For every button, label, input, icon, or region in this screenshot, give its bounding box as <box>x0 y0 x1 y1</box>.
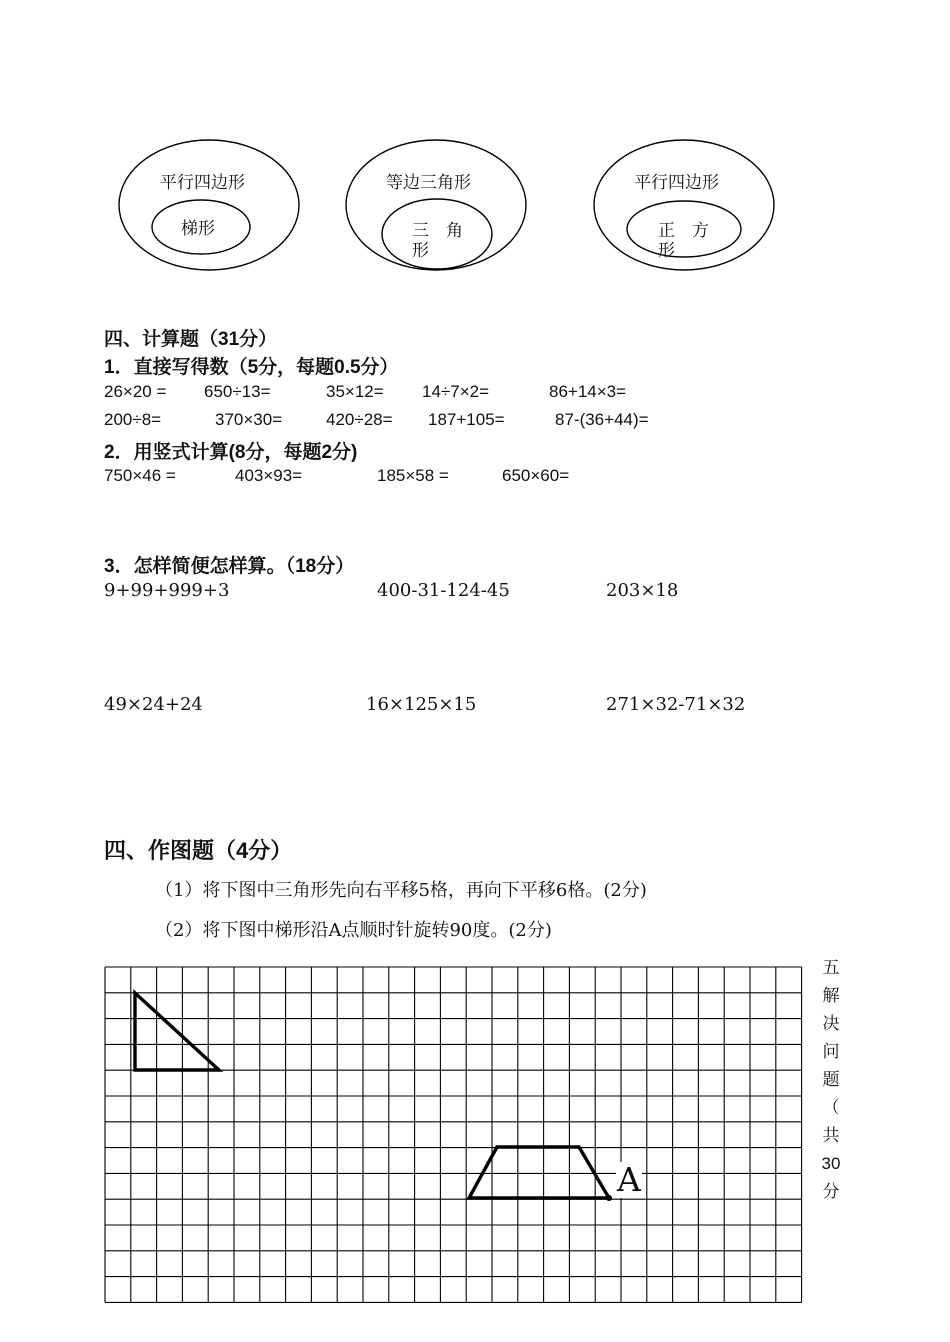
side-vertical-text <box>821 954 841 1206</box>
side-char: 决 <box>822 1014 840 1034</box>
q2-item: 185×58 = <box>377 466 449 485</box>
q1-row1-item: 650÷13= <box>204 382 271 401</box>
q3-row2-item: 271×32-71×32 <box>606 694 746 715</box>
q3-row1-item: 203×18 <box>606 580 679 601</box>
q1-row1-item: 35×12= <box>326 382 384 401</box>
q3-row1-item: 400-31-124-45 <box>377 580 510 601</box>
q1-row2-item: 87-(36+44)= <box>555 410 649 429</box>
q1-row2-item: 370×30= <box>215 410 283 429</box>
side-char: （ <box>822 1098 840 1118</box>
side-char: 题 <box>822 1070 840 1090</box>
venn-outer-label-1: 平行四边形 <box>160 173 245 193</box>
venn-outer-1 <box>119 140 299 270</box>
side-char: 共 <box>822 1126 840 1146</box>
q3-row2-item: 49×24+24 <box>104 694 203 715</box>
q1-row2-item: 187+105= <box>428 410 505 429</box>
side-char: 30 <box>821 1154 841 1173</box>
q1-row1-item: 26×20 = <box>104 382 167 401</box>
side-char: 解 <box>822 986 840 1006</box>
venn-outer-label-2: 等边三角形 <box>386 173 471 193</box>
point-a-label: A <box>617 1160 641 1199</box>
q2-title: 2．用竖式计算(8分，每题2分) <box>104 442 358 463</box>
venn-outer-3 <box>594 140 774 270</box>
q2-item: 750×46 = <box>104 466 176 485</box>
q1-row1-item: 14÷7×2= <box>422 382 490 401</box>
venn-outer-2 <box>346 140 526 270</box>
q1-title: 1．直接写得数（5分，每题0.5分） <box>104 357 399 378</box>
q3-title: 3．怎样简便怎样算。（18分） <box>104 556 355 577</box>
venn-inner-label-3b: 形 <box>658 241 675 261</box>
side-char: 五 <box>822 958 840 978</box>
q3-row1-item: 9+99+999+3 <box>104 580 230 601</box>
q3-row2-item: 16×125×15 <box>366 694 477 715</box>
venn-outer-label-3: 平行四边形 <box>634 173 719 193</box>
draw-section-title: 四、作图题（4分） <box>104 838 293 863</box>
q2-item: 403×93= <box>235 466 303 485</box>
side-char: 分 <box>822 1182 840 1202</box>
q1-row2-item: 200÷8= <box>104 410 162 429</box>
venn-inner-label-2b: 形 <box>412 241 429 261</box>
venn-inner-label-1: 梯形 <box>181 219 215 239</box>
venn-diagrams <box>0 0 950 300</box>
q2-item: 650×60= <box>502 466 570 485</box>
draw-item-2: （2）将下图中梯形沿A点顺时针旋转90度。(2分) <box>155 920 552 941</box>
trapezoid-shape <box>469 1147 609 1198</box>
point-a-dot <box>606 1195 612 1201</box>
calc-section-title: 四、计算题（31分） <box>104 329 278 350</box>
draw-item-1: （1）将下图中三角形先向右平移5格，再向下平移6格。(2分) <box>155 880 647 901</box>
side-char: 问 <box>822 1042 840 1062</box>
venn-inner-label-3a: 正 方 <box>658 221 709 241</box>
q1-row2-item: 420÷28= <box>326 410 393 429</box>
q1-row1-item: 86+14×3= <box>549 382 627 401</box>
triangle-shape <box>135 993 219 1070</box>
venn-inner-label-2a: 三 角 <box>412 221 463 241</box>
